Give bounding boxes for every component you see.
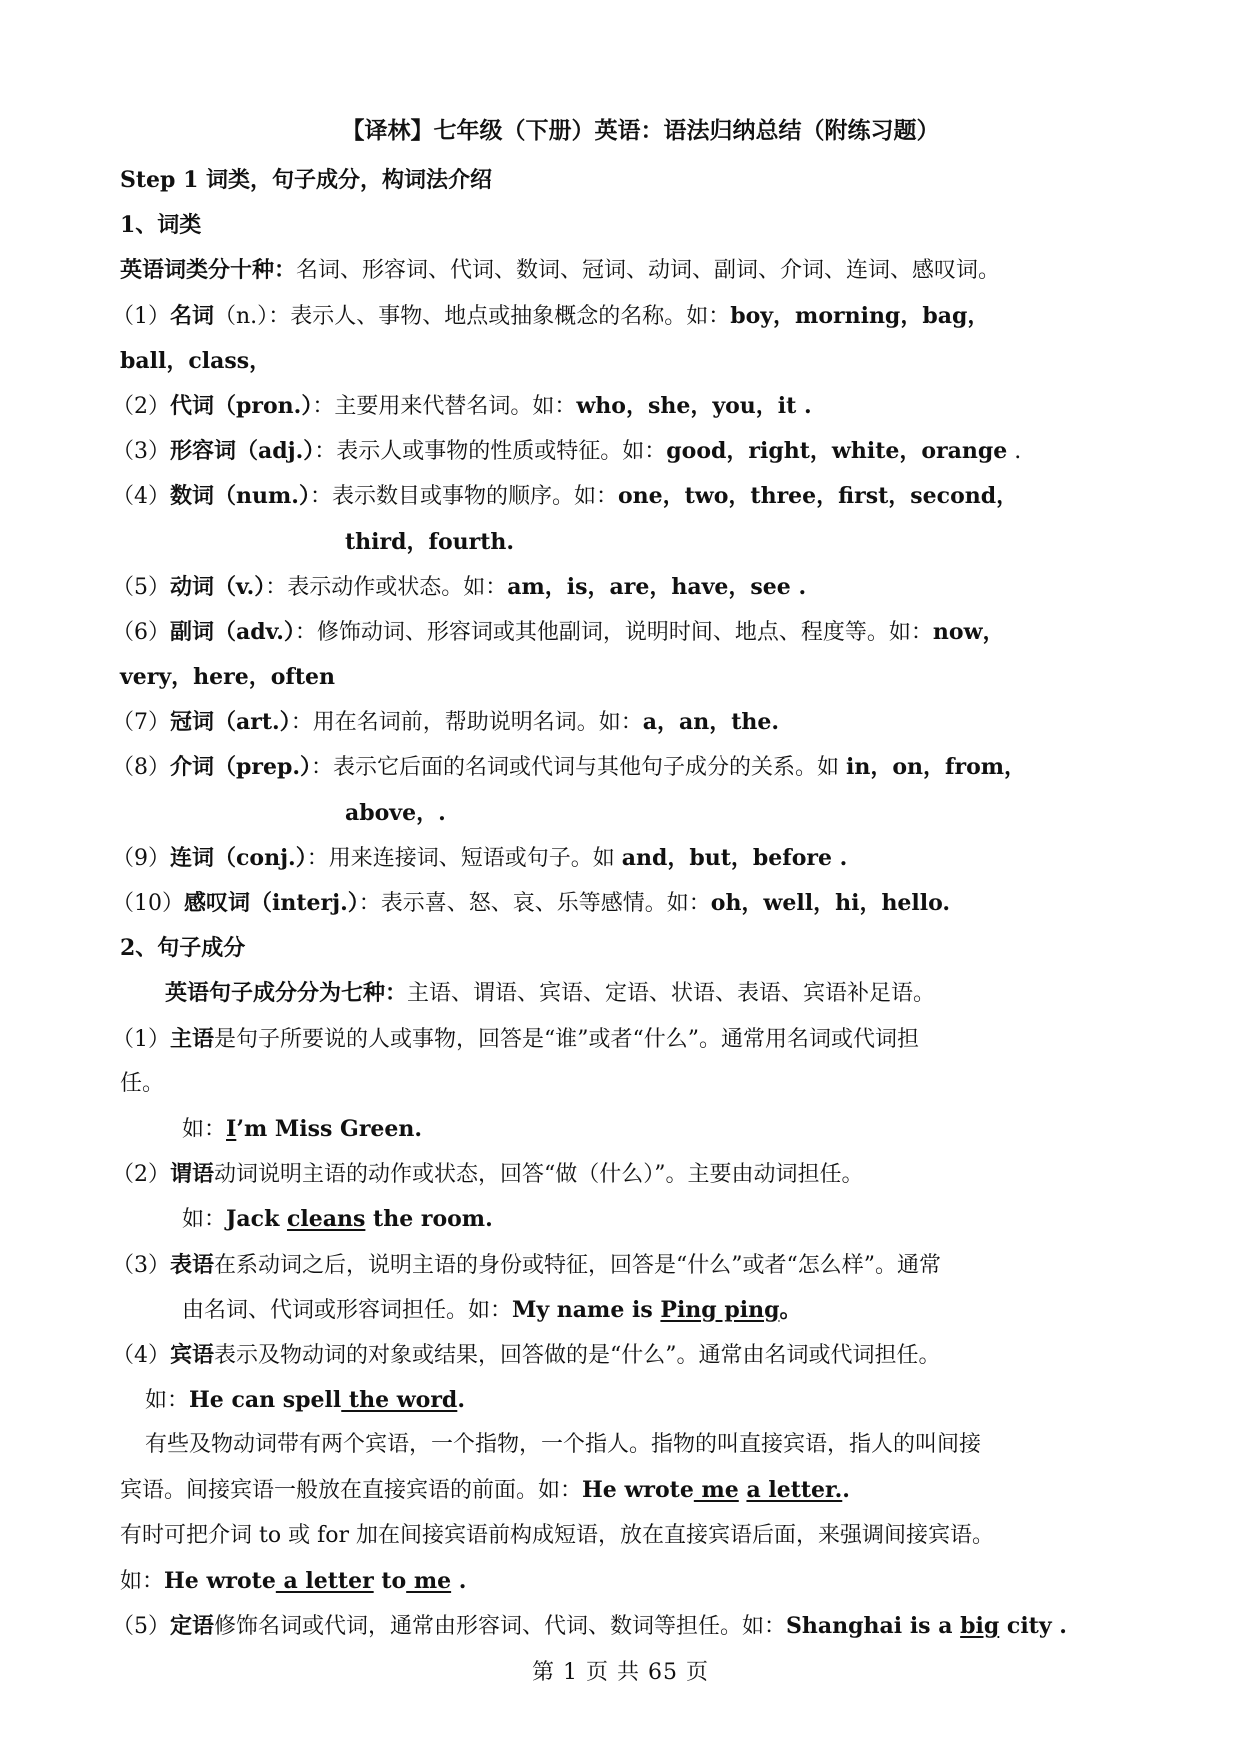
underlined-word: a letter [275,1567,374,1594]
term: 介词 [170,754,215,781]
end-mark: . [451,1567,467,1594]
item-number: （3） [112,439,170,465]
term: 副词 [170,618,215,645]
paragraph-double-object-1: 有些及物动词带有两个宾语，一个指物，一个指人。指物的叫直接宾语，指人的叫间接 [145,1432,982,1458]
item-noun [112,299,1121,333]
abbr: （art.） [214,709,291,736]
footer-ye: 页 [585,1660,609,1685]
example-text: He wrote [582,1477,694,1504]
definition: 动词说明主语的动作或状态，回答“做（什么）”。主要由动词担任。 [214,1162,864,1188]
definition: ：表示喜、怒、哀、乐等感情。如： [358,891,711,916]
intro-lead: 英语词类分十种： [120,257,297,284]
example-lead: 如： [145,1388,190,1414]
term: 动词 [170,573,215,600]
underlined-word: Ping ping [660,1296,780,1323]
item-preposition [112,750,1121,784]
abbr: （num.） [214,483,310,510]
abbr: （interj.） [250,890,359,916]
definition: 修饰名词或代词，通常由形容词、代词、数词等担任。如： [214,1614,787,1639]
item-subject-cont: 任。 [120,1070,165,1096]
item-adverb-cont: very，here，often [120,664,336,691]
end-mark: . [457,1387,465,1414]
term: 连词 [170,844,215,871]
item-number: （2） [112,1162,170,1188]
item-predicative-cont [120,1293,1121,1327]
underlined-word: me [406,1567,452,1594]
definition: ：表示数目或事物的顺序。如： [309,484,618,510]
examples: one，two，three，first，second， [617,483,1019,510]
page-footer [0,1655,1241,1686]
term: 表语 [170,1251,215,1278]
paragraph-text: 宾语。间接宾语一般放在直接宾语的前面。如： [120,1478,583,1504]
item-number: （7） [112,710,170,736]
end-mark: . [1007,439,1022,465]
example-text: Jack [226,1206,287,1233]
example-text: ’m Miss Green. [236,1115,423,1142]
example-text: My name is [512,1296,661,1323]
item-predicative [112,1248,1121,1282]
definition: ：用来连接词、短语或句子。如 [306,845,622,871]
examples: now， [932,618,1005,645]
item-number: （4） [112,1342,170,1368]
intro-text: 主语、谓语、宾语、定语、状语、表语、宾语补足语。 [407,981,936,1007]
item-number: （8） [112,755,170,781]
item-numeral [112,479,1121,513]
item-number: （1） [112,303,170,329]
item-number: （6） [112,619,170,645]
item-number: （10） [112,891,184,916]
term: 宾语 [170,1341,215,1368]
term: 定语 [170,1613,215,1639]
step-heading: Step 1 词类，句子成分，构词法介绍 [120,167,493,193]
example-double-object [120,1564,1121,1598]
item-conjunction [112,841,1121,875]
term: 主语 [170,1025,215,1052]
term: 感叹词 [184,890,251,916]
paragraph-double-object-2 [120,1473,1121,1507]
item-predicate [112,1157,1121,1191]
example-text: He wrote [164,1567,276,1594]
example-object [120,1383,1121,1417]
abbr: （v.） [214,573,266,600]
example-lead: 如： [120,1568,165,1594]
term: 形容词 [170,438,237,465]
abbr: （n.） [214,303,269,329]
example-text: to [373,1567,407,1594]
paragraph-double-object-3: 有时可把介词 to 或 for 加在间接宾语前构成短语，放在直接宾语后面，来强调间接宾语。 [120,1522,994,1548]
item-subject [112,1022,1121,1056]
intro-lead: 英语句子成分分为七种： [165,980,408,1007]
definition: 是句子所要说的人或事物，回答是“谁”或者“什么”。通常用名词或代词担 [214,1026,920,1052]
term: 名词 [170,302,215,329]
definition: 由名词、代词或形容词担任。如： [182,1297,513,1323]
item-interjection [112,886,1121,920]
underlined-word: me [693,1477,739,1504]
page-total: 65 [648,1660,679,1685]
item-article [112,705,1121,739]
item-noun-cont: ball，class， [120,347,272,374]
abbr: （conj.） [214,844,307,871]
examples: am，is，are，have，see . [507,573,807,600]
examples: good，right，white，orange [666,438,1008,465]
definition: ：修饰动词、形容词或其他副词，说明时间、地点、程度等。如： [294,619,933,645]
intro-text: 名词、形容词、代词、数词、冠词、动词、副词、介词、连词、感叹词。 [296,258,1001,284]
example-text: city . [999,1613,1067,1639]
item-number: （4） [112,484,170,510]
paragraph-word-classes-intro [120,253,1121,287]
item-number: （9） [112,845,170,871]
definition: ：表示人、事物、地点或抽象概念的名称。如： [268,303,731,329]
underlined-word: I [226,1115,237,1142]
item-attribute [112,1609,1121,1643]
example-lead: 如： [182,1207,227,1233]
example-text: He can spell [189,1387,342,1414]
footer-di: 第 [531,1660,555,1685]
abbr: （adv.） [214,618,295,645]
term: 冠词 [170,709,215,736]
footer-ye2: 页 [686,1660,710,1685]
item-number: （5） [112,574,170,600]
definition: ：表示它后面的名词或代词与其他句子成分的关系。如 [311,755,847,781]
item-pronoun [112,389,1121,423]
item-number: （1） [112,1026,170,1052]
example-text: Shanghai is a [786,1613,961,1639]
term: 数词 [170,483,215,510]
definition: 表示及物动词的对象或结果，回答做的是“什么”。通常由名词或代词担任。 [214,1342,941,1368]
examples: a，an，the. [642,709,780,736]
example-subject [120,1112,1121,1146]
term: 谓语 [170,1161,215,1188]
example-lead: 如： [182,1116,227,1142]
examples: in，on，from， [846,754,1027,781]
footer-gong: 共 [617,1660,641,1685]
item-number: （3） [112,1252,170,1278]
item-adjective [112,434,1121,468]
definition: 在系动词之后，说明主语的身份或特征，回答是“什么”或者“怎么样”。通常 [214,1252,942,1278]
definition: ：用在名词前，帮助说明名词。如： [290,710,643,736]
example-predicate [120,1202,1121,1236]
item-number: （2） [112,393,170,419]
page-number: 1 [562,1660,578,1685]
item-adverb [112,615,1121,649]
examples: and，but，before . [621,844,848,871]
examples: who，she，you，it . [576,392,812,419]
examples: boy，morning，bag， [730,302,990,329]
underlined-word: big [960,1613,1000,1639]
document-title: 【译林】七年级（下册）英语：语法归纳总结（附练习题） [341,117,940,144]
example-text: the room. [365,1206,493,1233]
definition: ：表示动作或状态。如： [265,574,508,600]
abbr: （adj.） [236,438,315,465]
underlined-word: the word [341,1387,458,1414]
item-verb [112,570,1121,604]
paragraph-sentence-parts-intro [120,976,1121,1010]
end-mark: 。 [779,1296,802,1323]
underlined-word: a letter. [746,1477,843,1504]
definition: ：表示人或事物的性质或特征。如： [314,439,667,465]
item-numeral-cont: third，fourth. [345,528,515,555]
item-object [112,1338,1121,1372]
item-preposition-cont: above，. [345,799,446,826]
underlined-word: cleans [286,1206,366,1233]
examples: oh，well，hi，hello. [710,890,951,916]
section-heading-word-classes: 1、词类 [120,212,202,239]
definition: ：主要用来代替名词。如： [312,393,577,419]
end-mark: . [842,1477,850,1504]
item-number: （5） [112,1614,170,1639]
abbr: （pron.） [214,392,313,419]
term: 代词 [170,392,215,419]
section-heading-sentence-parts: 2、句子成分 [120,935,246,962]
abbr: （prep.） [214,754,312,781]
